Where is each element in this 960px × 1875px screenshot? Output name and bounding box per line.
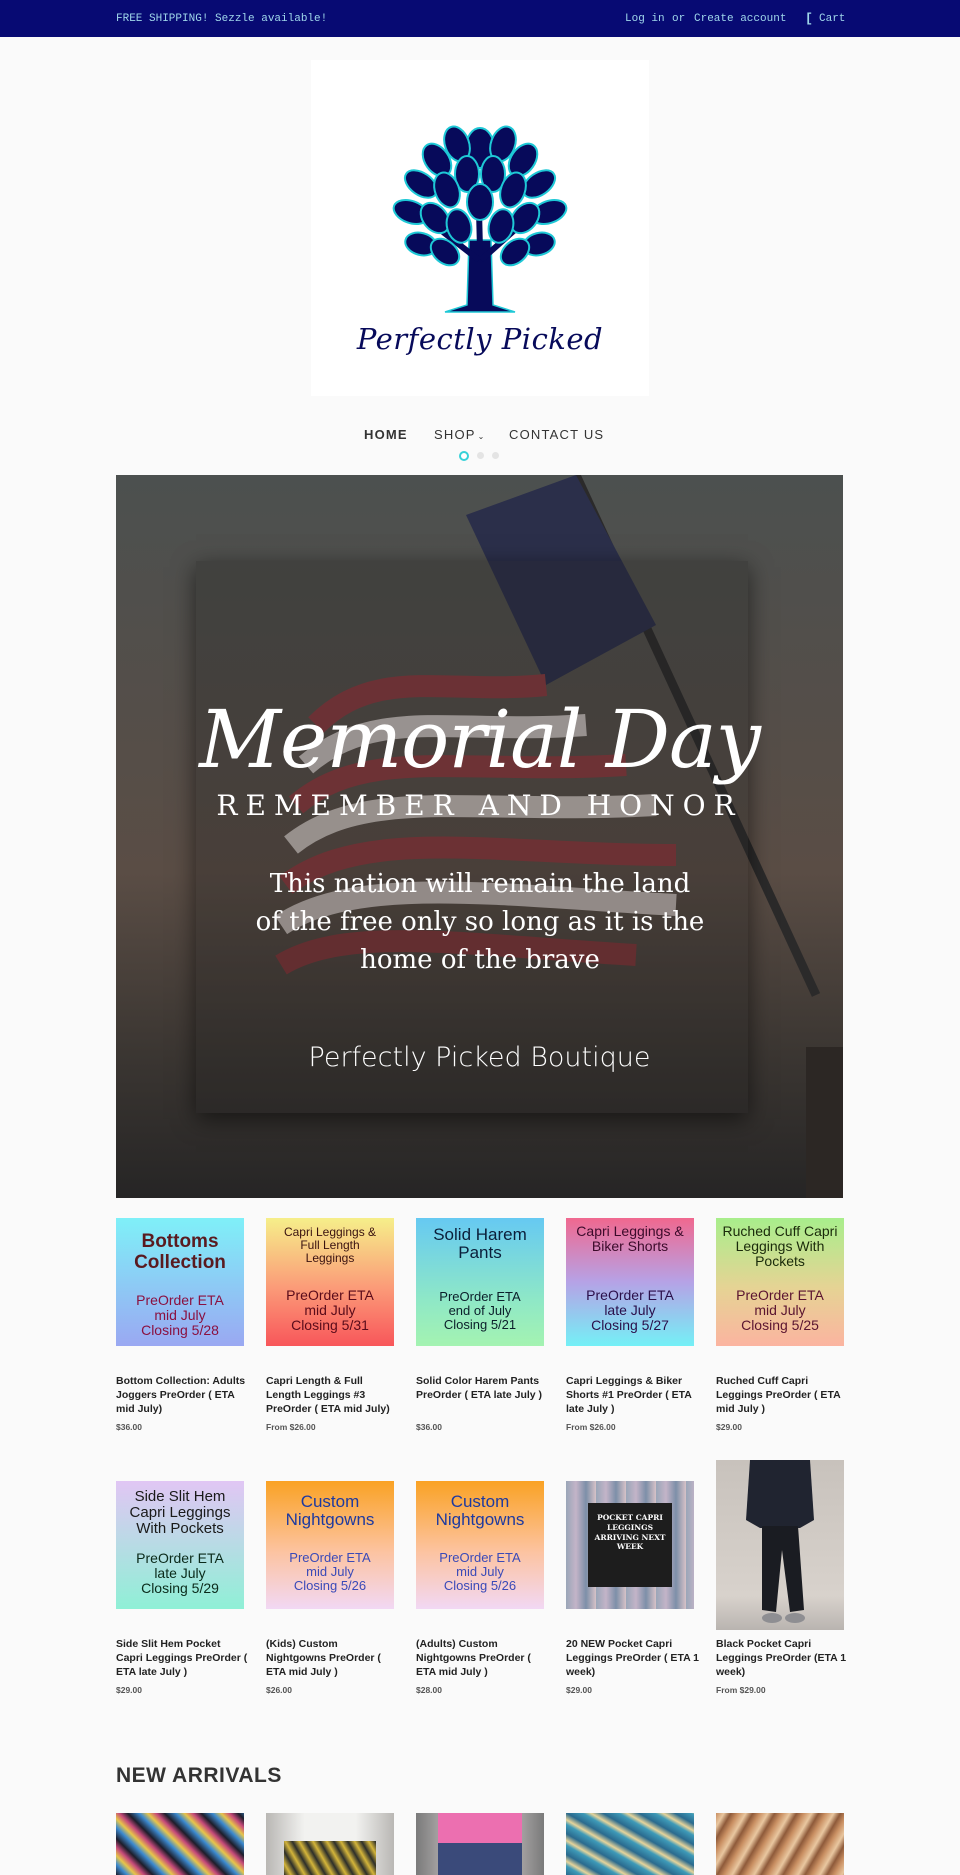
store-logo[interactable] xyxy=(311,60,649,396)
hero-slide[interactable] xyxy=(116,475,843,1198)
product-image[interactable] xyxy=(416,1218,544,1346)
product-image-subtext: PreOrder ETA mid July Closing 5/25 xyxy=(736,1287,824,1334)
leggings-print xyxy=(284,1841,376,1875)
new-arrivals-heading: NEW ARRIVALS xyxy=(116,1764,282,1787)
product-title[interactable]: Capri Length & Full Length Leggings #3 PreOrder ( ETA mid July) xyxy=(266,1375,390,1415)
new-arrival-image[interactable] xyxy=(416,1813,544,1875)
product-image[interactable] xyxy=(716,1218,844,1346)
product-image[interactable] xyxy=(566,1218,694,1346)
product-image-subtext: PreOrder ETA mid July Closing 5/26 xyxy=(289,1550,371,1594)
chevron-down-icon: ⌄ xyxy=(477,432,486,441)
product-image-heading: Solid Harem Pants xyxy=(433,1225,527,1263)
slide-dot-1[interactable] xyxy=(459,451,469,461)
product-image-heading: Bottoms Collection xyxy=(134,1231,226,1273)
product-price: $29.00 xyxy=(566,1685,592,1695)
product-image-subtext: PreOrder ETA mid July Closing 5/31 xyxy=(286,1287,374,1334)
product-title[interactable]: Side Slit Hem Pocket Capri Leggings PreOrder ( ETA late July ) xyxy=(116,1638,248,1678)
product-price: $26.00 xyxy=(266,1685,292,1695)
product-price: $29.00 xyxy=(716,1422,742,1432)
top-garment xyxy=(438,1813,522,1843)
product-image-heading: POCKET CAPRI LEGGINGS ARRIVING NEXT WEEK xyxy=(594,1513,666,1552)
product-image[interactable] xyxy=(716,1460,844,1630)
new-arrival-image[interactable] xyxy=(116,1813,244,1875)
hero-signature: Perfectly Picked Boutique xyxy=(308,1042,651,1073)
product-price: $29.00 xyxy=(116,1685,142,1695)
or-text: or xyxy=(672,13,686,25)
product-title[interactable]: (Kids) Custom Nightgowns PreOrder ( ETA mid July ) xyxy=(266,1638,381,1678)
create-account-link[interactable]: Create account xyxy=(694,13,787,25)
nav-shop[interactable] xyxy=(434,427,486,442)
cart-link[interactable]: Cart xyxy=(819,13,846,25)
new-arrival-image[interactable] xyxy=(566,1813,694,1875)
product-image[interactable] xyxy=(116,1481,244,1609)
cart-icon[interactable]: [ xyxy=(805,11,813,26)
model-photo xyxy=(716,1460,844,1630)
product-image[interactable] xyxy=(116,1218,244,1346)
hero-overlay-panel xyxy=(196,561,748,1113)
product-image-heading: Side Slit Hem Capri Leggings With Pockets xyxy=(129,1488,231,1538)
slide-dot-2[interactable] xyxy=(477,452,484,459)
product-image[interactable] xyxy=(266,1481,394,1609)
main-nav xyxy=(0,427,960,447)
announcement-bar xyxy=(0,0,960,37)
leggings-print xyxy=(438,1843,522,1875)
product-price: From $26.00 xyxy=(266,1422,316,1432)
product-image-subtext: PreOrder ETA end of July Closing 5/21 xyxy=(439,1289,521,1333)
product-title[interactable]: Solid Color Harem Pants PreOrder ( ETA late July ) xyxy=(416,1375,543,1401)
product-image[interactable] xyxy=(416,1481,544,1609)
nav-contact[interactable]: CONTACT US xyxy=(509,427,605,442)
product-image-subtext: PreOrder ETA mid July Closing 5/26 xyxy=(439,1550,521,1594)
product-title[interactable]: Capri Leggings & Biker Shorts #1 PreOrder ( ETA late July ) xyxy=(566,1375,692,1415)
nav-shop-label: SHOP xyxy=(434,427,476,442)
product-title[interactable]: Bottom Collection: Adults Joggers PreOrder ( ETA mid July) xyxy=(116,1375,246,1415)
new-arrival-image[interactable] xyxy=(266,1813,394,1875)
product-price: $36.00 xyxy=(116,1422,142,1432)
product-price: $28.00 xyxy=(416,1685,442,1695)
slide-dot-3[interactable] xyxy=(492,452,499,459)
hero-subtitle: REMEMBER AND HONOR xyxy=(216,789,743,822)
nav-home[interactable]: HOME xyxy=(364,427,408,442)
product-image-heading: Capri Leggings & Full Length Leggings xyxy=(283,1225,377,1265)
product-image-heading: Capri Leggings & Biker Shorts xyxy=(576,1223,684,1255)
product-image-subtext: PreOrder ETA late July Closing 5/27 xyxy=(586,1287,674,1334)
product-image[interactable] xyxy=(566,1481,694,1609)
product-image[interactable] xyxy=(266,1218,394,1346)
product-title[interactable]: 20 NEW Pocket Capri Leggings PreOrder ( ETA 1 week) xyxy=(566,1638,700,1678)
product-price: From $29.00 xyxy=(716,1685,766,1695)
product-title[interactable]: Ruched Cuff Capri Leggings PreOrder ( ETA mid July ) xyxy=(716,1375,841,1415)
new-arrival-image[interactable] xyxy=(716,1813,844,1875)
product-title[interactable]: Black Pocket Capri Leggings PreOrder (ETA 1 week) xyxy=(716,1638,847,1678)
promo-text: FREE SHIPPING! Sezzle available! xyxy=(116,13,328,25)
product-price: $36.00 xyxy=(416,1422,442,1432)
product-image-subtext: PreOrder ETA late July Closing 5/29 xyxy=(136,1550,224,1597)
product-title[interactable]: (Adults) Custom Nightgowns PreOrder ( ETA mid July ) xyxy=(416,1638,531,1678)
logo-wordmark: Perfectly Picked xyxy=(356,322,604,356)
login-link[interactable]: Log in xyxy=(625,13,665,25)
product-image-heading: Ruched Cuff Capri Leggings With Pockets xyxy=(722,1223,838,1270)
product-image-heading: Custom Nightgowns xyxy=(285,1492,375,1530)
product-price: From $26.00 xyxy=(566,1422,616,1432)
hero-quote: This nation will remain the land of the free only so long as it is the home of the brave xyxy=(255,869,705,975)
product-image-subtext: PreOrder ETA mid July Closing 5/28 xyxy=(136,1292,224,1339)
product-image-heading: Custom Nightgowns xyxy=(435,1492,525,1530)
hero-title: Memorial Day xyxy=(199,693,760,786)
